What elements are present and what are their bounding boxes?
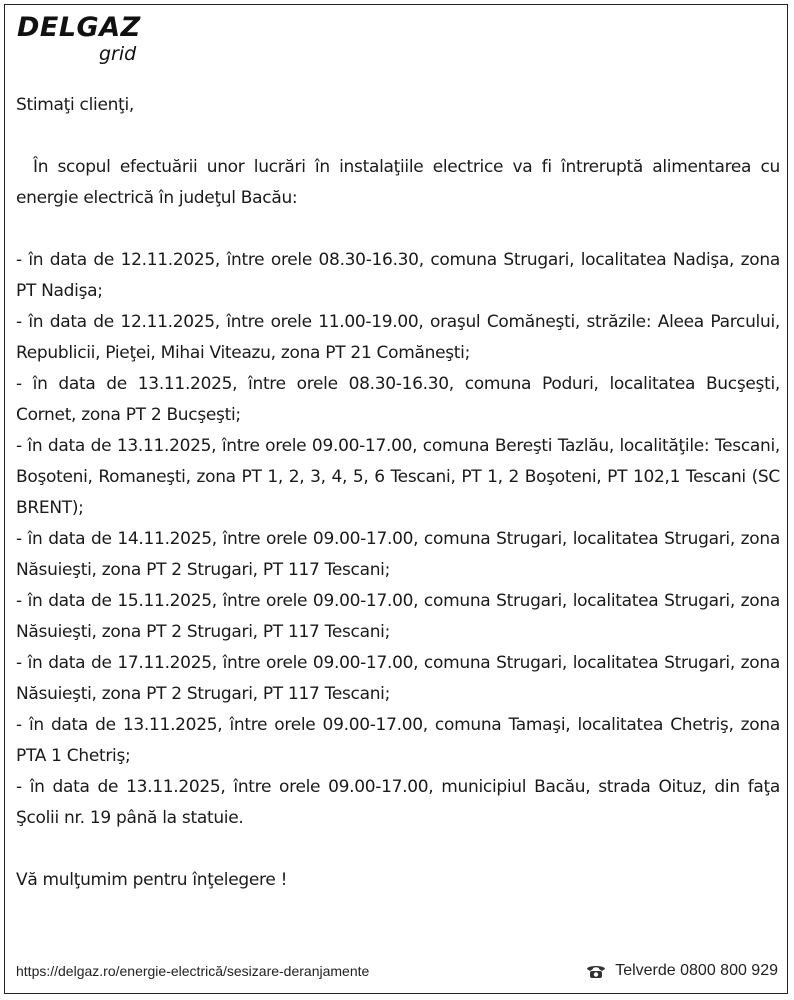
footer-url-link[interactable]: https://delgaz.ro/energie-electrică/sesizare-deranjamente [16, 963, 370, 979]
delgaz-grid-logo [17, 14, 157, 74]
logo-sub-text: grid [99, 43, 137, 65]
list-item: - în data de 15.11.2025, între orele 09.00-17.00, comuna Strugari, localitatea Strugari, zona Năsuieşti, zona PT 2 Strugari, PT 117 Tescani; [16, 591, 780, 642]
list-item: - în data de 13.11.2025, între orele 09.00-17.00, comuna Bereşti Tazlău, localităţile: Tescani, Boşoteni, Romaneşti, zona PT 1, 2, 3, 4, 5, 6 Tescani, PT 1, 2 Boşoteni, PT 102,1 Tescani (SC BRENT); [16, 436, 780, 518]
spacer [16, 834, 780, 865]
notice-body [16, 90, 780, 896]
logo-brand-text: DELGAZ [17, 12, 141, 43]
list-item: - în data de 12.11.2025, între orele 08.30-16.30, comuna Strugari, localitatea Nadişa, zona PT Nadişa; [16, 250, 780, 301]
list-item: - în data de 14.11.2025, între orele 09.00-17.00, comuna Strugari, localitatea Strugari, zona Năsuieşti, zona PT 2 Strugari, PT 117 Tescani; [16, 529, 780, 580]
closing-line: Vă mulţumim pentru înţelegere ! [16, 870, 288, 890]
greeting: Stimaţi clienţi, [16, 95, 134, 115]
list-item: - în data de 13.11.2025, între orele 09.00-17.00, comuna Tamaşi, localitatea Chetriş, zona PTA 1 Chetriş; [16, 715, 780, 766]
list-item: - în data de 13.11.2025, între orele 09.00-17.00, municipiul Bacău, strada Oituz, din faţa Şcolii nr. 19 până la statuie. [16, 777, 780, 828]
intro-paragraph: În scopul efectuării unor lucrări în instalaţiile electrice va fi întreruptă alimentarea cu energie electrică în judeţul Bacău: [16, 157, 780, 208]
footer-phone [585, 962, 778, 980]
telephone-icon [585, 963, 607, 979]
list-item: - în data de 13.11.2025, între orele 08.30-16.30, comuna Poduri, localitatea Bucşeşti, Cornet, zona PT 2 Bucşeşti; [16, 374, 780, 425]
spacer [16, 121, 780, 152]
spacer [16, 214, 780, 245]
list-item: - în data de 12.11.2025, între orele 11.00-19.00, oraşul Comăneşti, străzile: Aleea Parcului, Republicii, Pieţei, Mihai Viteazu, zona PT 21 Comăneşti; [16, 312, 780, 363]
phone-label: Telverde 0800 800 929 [615, 962, 778, 979]
list-item: - în data de 17.11.2025, între orele 09.00-17.00, comuna Strugari, localitatea Strugari, zona Năsuieşti, zona PT 2 Strugari, PT 117 Tescani; [16, 653, 780, 704]
